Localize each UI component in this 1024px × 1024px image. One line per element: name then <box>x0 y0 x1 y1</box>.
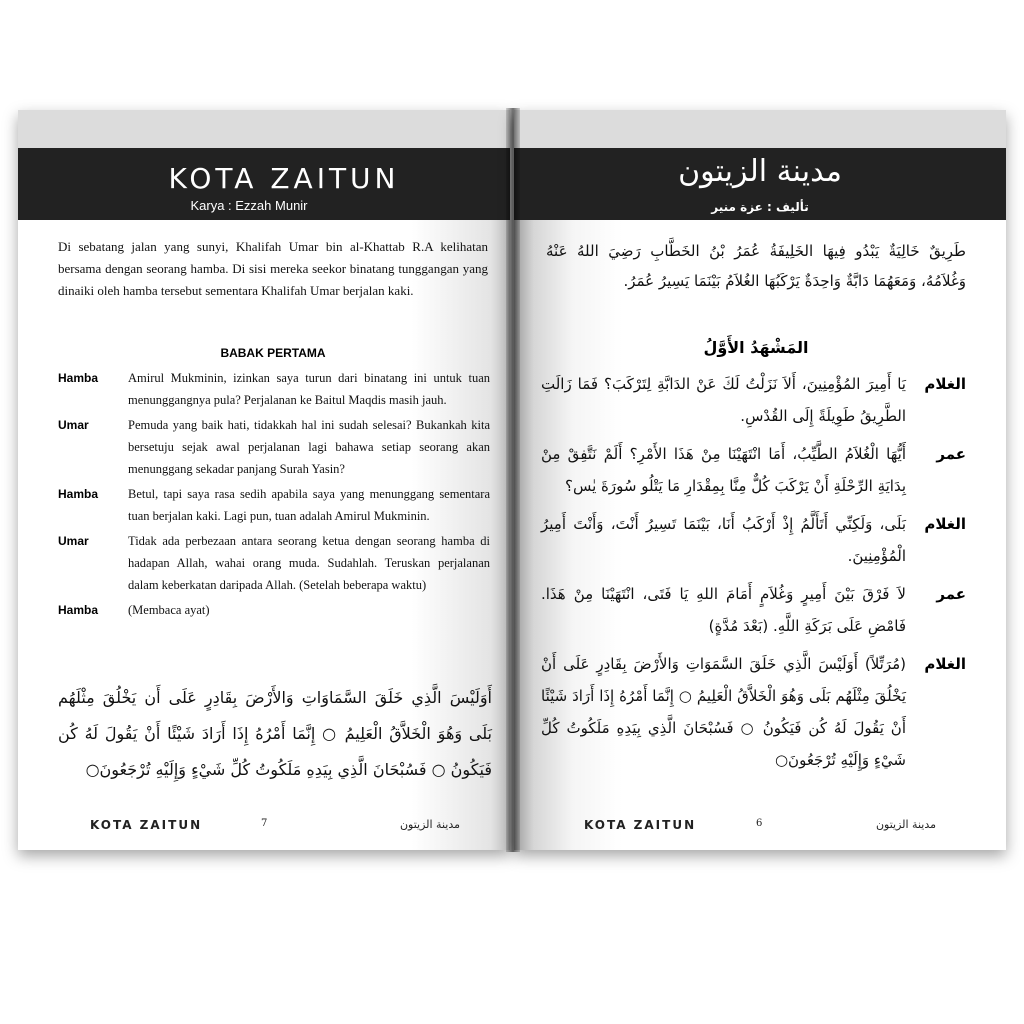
page-number: 6 <box>756 818 763 829</box>
dialog-row <box>58 599 490 621</box>
dialog-line: (مُرَتِّلاً) أَوَلَيْسَ الَّذِي خَلَقَ السَّمَوَاتِ وَالأَرْضَ بِقَادِرٍ عَلَى أَنْ يَخْلُقَ مِثْلَهُم بَلَى وَهُوَ الْخَلاَّقُ الْعَلِيمُ ○ إِنَّمَا أَمْرُهُ إِذَا أَرَادَ شَيْئًا أَنْ يَقُولَ لَهُ كُن فَيَكُونُ ○ فَسُبْحَانَ الَّذِي بِيَدِهِ مَلَكُوتُ كُلِّ شَيْءٍ وَإِلَيْهِ تُرْجَعُونَ○ <box>541 655 906 769</box>
dialog-line: بَلَى، وَلَكِنِّي أَتَأَلَّمُ إِذْ أَرْكَبُ أَنَا، بَيْنَمَا تَسِيرُ أَنْتَ، وَأَنْتَ أَمِيرُ الْمُؤْمِنِينَ. <box>541 515 906 565</box>
page-number: 7 <box>261 818 268 829</box>
speaker-name: عمر <box>936 585 966 603</box>
dialog-list <box>541 368 966 782</box>
speaker-name: Umar <box>58 418 89 432</box>
dialog-row <box>58 414 490 480</box>
dialog-line: Tidak ada perbezaan antara seorang ketua dengan seorang hamba di hadapan Allah, wahai orang muda. Sudahlah. Teruskan perjalanan dalam keberkatan daripada Allah. (Setelah beberapa waktu) <box>128 534 490 592</box>
speaker-name: الغلام <box>924 655 966 673</box>
page-title: KOTA ZAITUN <box>168 162 400 195</box>
author-line: تأليف : عزة منير <box>711 200 809 214</box>
dialog-line: Amirul Mukminin, izinkan saya turun dari binatang ini untuk tuan menunggangnya pula? Perjalanan ke Baitul Maqdis masih jauh. <box>128 371 490 407</box>
footer-arabic-title: مدينة الزيتون <box>399 818 460 831</box>
speaker-name: الغلام <box>924 515 966 533</box>
left-page <box>18 110 510 850</box>
scene-title: BABAK PERTAMA <box>220 346 326 360</box>
page-top-band <box>18 110 510 148</box>
author-line: Karya : Ezzah Munir <box>190 198 308 213</box>
dialog-row <box>541 508 966 572</box>
dialog-line: Pemuda yang baik hati, tidakkah hal ini sudah selesai? Bukankah kita bersetuju sejak awal perjalanan lagi bahawa setiap seorang akan menunggang sekadar panjang Surah Yasin? <box>128 418 490 476</box>
dialog-row <box>58 483 490 527</box>
speaker-name: Hamba <box>58 487 99 501</box>
dialog-line: يَا أَمِيرَ المُؤْمِنِينَ، أَلاَ نَزَلْتُ لَكَ عَنْ الدَابَّةِ لِتَرْكَبَ؟ فَمَا زَالَتِ الطَّرِيقُ طَوِيلَةً إِلَى القُدْسِ. <box>541 375 906 425</box>
page-header <box>514 148 1006 220</box>
dialog-row <box>58 367 490 411</box>
book-spine <box>506 108 520 852</box>
dialog-line: Betul, tapi saya rasa sedih apabila saya yang menunggang sementara tuan berjalan kaki. Lagi pun, tuan adalah Amirul Mukminin. <box>128 487 490 523</box>
dialog-list <box>58 367 490 624</box>
page-title: مدينة الزيتون <box>678 154 842 189</box>
dialog-row <box>541 648 966 776</box>
quran-verse: أَوَلَيْسَ الَّذِي خَلَقَ السَّمَاوَاتِ وَالأَرْضَ بِقَادِرٍ عَلَى أَن يَخْلُقَ مِثْلَهُم بَلَى وَهُوَ الْخَلاَّقُ الْعَلِيمُ ○ إِنَّمَا أَمْرُهُ إِذَا أَرَادَ شَيْئًا أَنْ يَقُولَ لَهُ كُن فَيَكُونُ ○ فَسُبْحَانَ الَّذِي بِيَدِهِ مَلَكُوتُ كُلِّ شَيْءٍ وَإِلَيْهِ تُرْجَعُونَ○ <box>58 688 492 779</box>
dialog-row <box>58 530 490 596</box>
intro-paragraph: Di sebatang jalan yang sunyi, Khalifah Umar bin al-Khattab R.A kelihatan bersama dengan seorang hamba. Di sisi mereka seekor binatang tunggangan yang dinaiki oleh hamba tersebut sementara Khalifah Umar berjalan kaki. <box>58 239 488 298</box>
footer-title: KOTA ZAITUN <box>584 818 697 832</box>
speaker-name: Umar <box>58 534 89 548</box>
dialog-row <box>541 438 966 502</box>
speaker-name: عمر <box>936 445 966 463</box>
right-page <box>514 110 1006 850</box>
scene-title: المَشْهَدُ الأَوَّلُ <box>703 338 809 357</box>
speaker-name: Hamba <box>58 371 99 385</box>
dialog-row <box>541 368 966 432</box>
dialog-line: لاَ فَرْقَ بَيْنَ أَمِيرٍ وَغُلاَمٍ أَمَامَ اللهِ يَا فَتَى، انْتَهَيْنَا مِنْ هَذَا. فَامْضِ عَلَى بَرَكَةِ اللَّهِ. (بَعْدَ مُدَّةٍ) <box>541 585 906 635</box>
footer-title: KOTA ZAITUN <box>90 818 203 832</box>
footer-arabic-title: مدينة الزيتون <box>875 818 936 831</box>
dialog-row <box>541 578 966 642</box>
dialog-line: (Membaca ayat) <box>128 603 210 617</box>
page-top-band <box>514 110 1006 148</box>
dialog-line: أَيُّهَا الْغُلاَمُ الطَّيِّبُ، أَمَا انْتَهَيْنَا مِنْ هَذَا الأَمْرِ؟ أَلَمْ نَتَّفِقْ مِنْ بِدَايَةِ الرِّحْلَةِ أَنْ يَرْكَبَ كُلٌّ مِنَّا بِمِقْدَارِ مَا يَتْلُو سُورَةَ يٰس؟ <box>541 445 906 495</box>
intro-paragraph: طَرِيقٌ خَالِيَةٌ يَبْدُو فِيهَا الخَلِيفَةُ عُمَرُ بْنُ الخَطَّابِ رَضِيَ اللهُ عَنْهُ وَغُلاَمُهُ، وَمَعَهُمَا دَابَّةٌ وَاحِدَةٌ يَرْكَبُهَا الغُلاَمُ بَيْنَمَا يَسِيرُ عُمَرُ. <box>546 242 966 290</box>
speaker-name: الغلام <box>924 375 966 393</box>
speaker-name: Hamba <box>58 603 99 617</box>
page-header <box>18 148 510 220</box>
